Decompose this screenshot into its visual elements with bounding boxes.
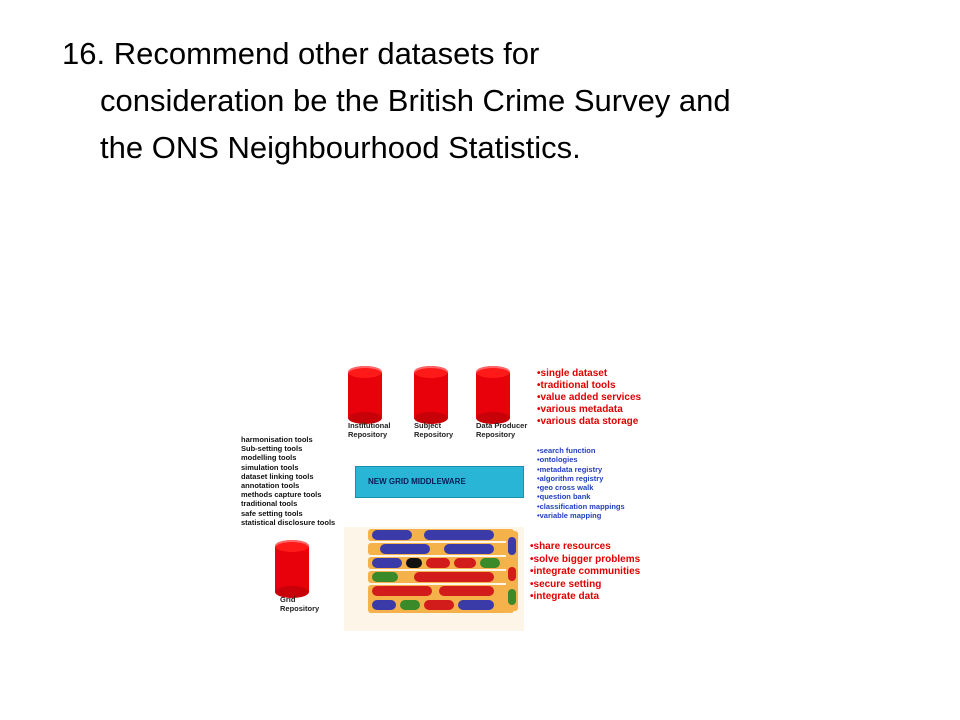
list-item: •variable mapping — [537, 511, 602, 521]
list-item: •solve bigger problems — [530, 553, 641, 565]
architecture-layer — [508, 567, 516, 581]
institutional-repository-icon — [348, 366, 382, 424]
list-item: •integrate communities — [530, 566, 641, 577]
list-item: •question bank — [537, 492, 591, 502]
list-item: •traditional tools — [537, 380, 616, 391]
architecture-layer — [372, 558, 402, 568]
list-item: dataset linking tools — [241, 471, 314, 481]
list-item: methods capture tools — [241, 490, 322, 500]
title-line-3: the ONS Neighbourhood Statistics. — [100, 130, 581, 165]
list-item: •search function — [537, 446, 596, 455]
list-item: •ontologies — [537, 455, 578, 465]
list-item: annotation tools — [241, 481, 300, 491]
architecture-layer — [458, 600, 494, 610]
list-item: •various metadata — [537, 404, 623, 415]
middleware-feature-list — [537, 446, 625, 520]
architecture-layer — [426, 558, 450, 568]
middleware-architecture-diagram — [344, 527, 524, 631]
list-item: Sub-setting tools — [241, 444, 303, 454]
list-item: •algorithm registry — [537, 473, 604, 483]
institutional-repository-label: Institutional Repository — [348, 421, 391, 439]
title-line-2: consideration be the British Crime Survey and — [100, 83, 731, 118]
architecture-layer — [400, 600, 420, 610]
grid-repository-label: Grid Repository — [280, 595, 320, 613]
list-item: harmonisation tools — [241, 435, 313, 444]
list-item: •single dataset — [537, 368, 608, 379]
architecture-layer — [508, 589, 516, 605]
grid-repository-icon — [275, 540, 309, 598]
list-item: modelling tools — [241, 453, 297, 463]
architecture-layer — [444, 544, 494, 554]
list-item: safe setting tools — [241, 508, 303, 518]
title-line-1: 16. Recommend other datasets for — [62, 36, 540, 71]
list-item: •various data storage — [537, 416, 639, 427]
subject-repository-icon — [414, 366, 448, 424]
list-item: •classification mappings — [537, 501, 625, 511]
grid-middleware-box — [355, 466, 524, 498]
list-item: •share resources — [530, 541, 611, 552]
repo-feature-list — [537, 368, 641, 428]
architecture-layer — [372, 600, 396, 610]
list-item: •integrate data — [530, 591, 600, 602]
list-item: •geo cross walk — [537, 483, 594, 493]
architecture-layer — [439, 586, 494, 596]
data-producer-repository-icon — [476, 366, 510, 424]
subject-repository-label: Subject Repository — [414, 421, 454, 439]
grid-middleware-label: NEW GRID MIDDLEWARE — [368, 477, 466, 486]
architecture-layer — [372, 586, 432, 596]
architecture-layer — [424, 530, 494, 540]
data-producer-repository-label: Data Producer Repository — [476, 421, 528, 439]
architecture-layer — [372, 572, 398, 582]
slide-title — [62, 30, 922, 171]
architecture-layer — [380, 544, 430, 554]
architecture-layer — [508, 537, 516, 555]
list-item: •value added services — [537, 392, 642, 403]
architecture-layer — [480, 558, 500, 568]
list-item: statistical disclosure tools — [241, 517, 336, 527]
architecture-layer — [454, 558, 476, 568]
architecture-layer — [372, 530, 412, 540]
grid-benefits-list — [530, 541, 640, 604]
list-item: traditional tools — [241, 499, 298, 509]
list-item: •secure setting — [530, 578, 602, 590]
architecture-layer — [406, 558, 422, 568]
list-item: •metadata registry — [537, 464, 603, 474]
architecture-layer — [414, 572, 494, 582]
architecture-layer — [424, 600, 454, 610]
list-item: simulation tools — [241, 462, 299, 472]
tools-list — [241, 435, 335, 527]
